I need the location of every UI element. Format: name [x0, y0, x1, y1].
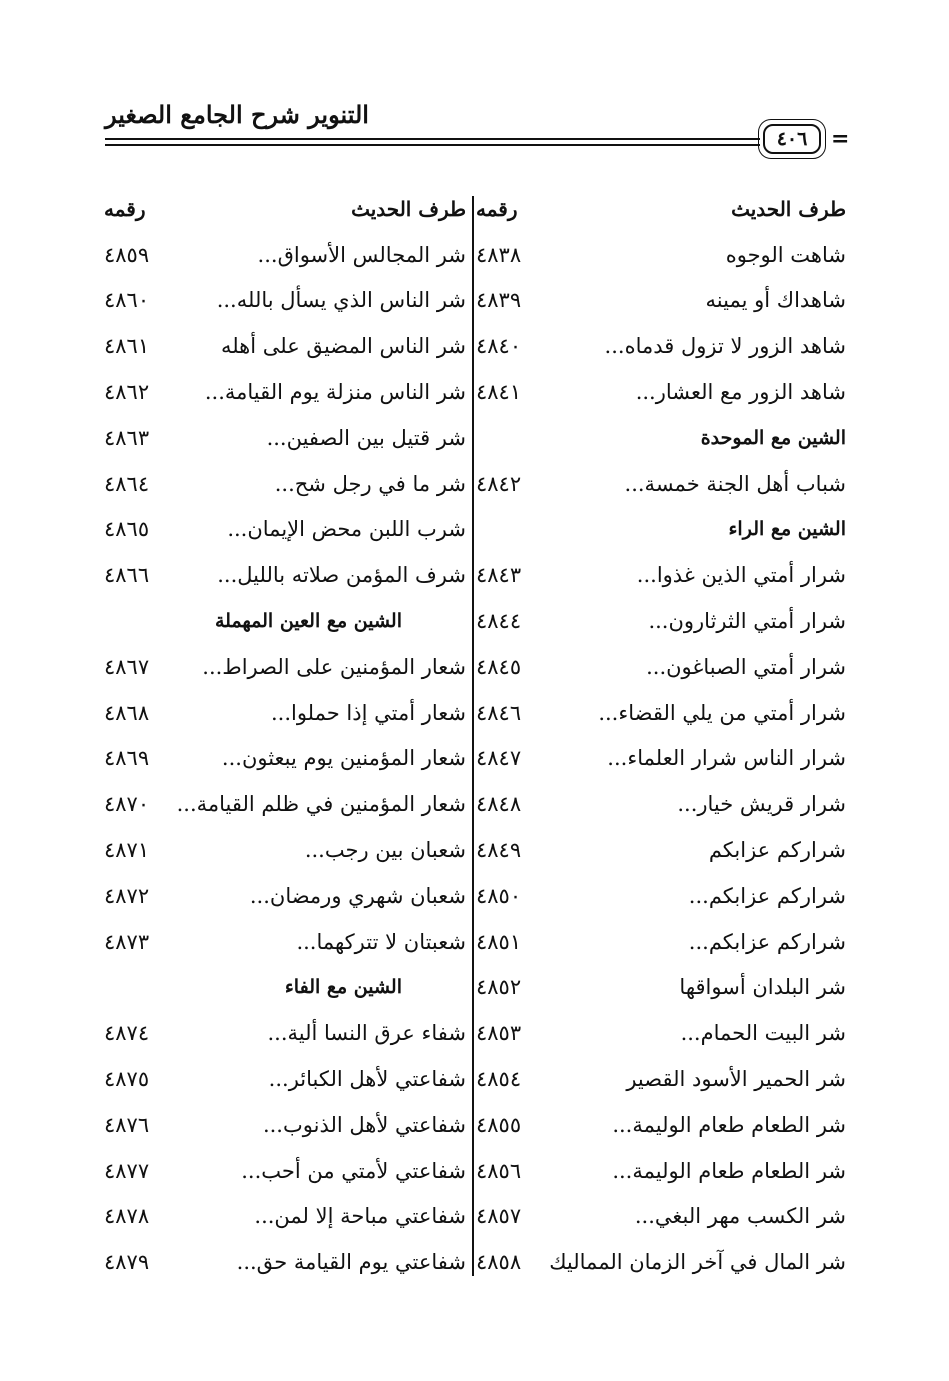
hadith-number: ٤٨٧٦: [104, 1112, 150, 1137]
hadith-number: ٤٨٣٨: [476, 242, 522, 267]
section-title: الشين مع الموحدة: [700, 426, 846, 449]
section-heading: [472, 507, 852, 553]
hadith-number: ٤٨٦٢: [104, 380, 150, 405]
section-heading: [100, 598, 472, 644]
section-heading: [472, 415, 852, 461]
hadith-start-text: شر قتيل بين الصفين...: [266, 425, 466, 450]
hadith-start-text: شرف المؤمن صلاته بالليل...: [217, 563, 466, 588]
hadith-number: ٤٨٤٣: [476, 563, 522, 588]
hadith-start-text: شرار أمتي الصباغون...: [646, 654, 846, 679]
section-title: الشين مع العين المهملة: [214, 610, 402, 633]
hadith-number: ٤٨٧٠: [104, 792, 150, 817]
column-header: [472, 186, 852, 232]
hadith-number: ٤٨٤٥: [476, 654, 522, 679]
hadith-start-text: شراركم عزابكم...: [688, 929, 846, 954]
hadith-start-text: شرار أمتي من يلي القضاء...: [598, 700, 846, 725]
hadith-number: ٤٨٦٤: [104, 471, 150, 496]
hadith-start-text: شفاعتي يوم القيامة حق...: [236, 1250, 466, 1275]
index-row: [472, 644, 852, 690]
hadith-number: ٤٨٤٨: [476, 792, 522, 817]
book-title: التنوير شرح الجامع الصغير: [105, 100, 369, 129]
index-row: [100, 644, 472, 690]
hadith-start-text: شرار أمتي الثرثارون...: [648, 609, 846, 634]
index-row: [100, 1194, 472, 1240]
hadith-start-text: شر البيت الحمام...: [680, 1021, 846, 1046]
index-row: [472, 965, 852, 1011]
hadith-number: ٤٨٥٥: [476, 1112, 522, 1137]
hadith-start-text: شر البلدان أسواقها: [679, 975, 846, 1000]
index-row: [472, 1148, 852, 1194]
hadith-start-text: شر المجالس الأسواق...: [257, 242, 466, 267]
hadith-start-text: شر الناس منزلة يوم القيامة...: [204, 380, 466, 405]
index-row: [472, 690, 852, 736]
hadith-start-text: شاهداك أو يمينه: [705, 288, 846, 313]
section-title: الشين مع الفاء: [284, 976, 402, 999]
hadith-start-text: شعبان بين رجب...: [304, 838, 466, 863]
hadith-start-text: شفاعتي مباحة إلا لمن...: [254, 1204, 466, 1229]
index-row: [472, 919, 852, 965]
page-number: ٤٠٦: [763, 124, 821, 154]
hadith-number: ٤٨٥٣: [476, 1021, 522, 1046]
hadith-number: ٤٨٦٩: [104, 746, 150, 771]
index-row: [100, 461, 472, 507]
index-row: [472, 827, 852, 873]
hadith-start-text: شراركم عزابكم...: [688, 883, 846, 908]
hadith-start-text: شعار المؤمنين في ظلم القيامة...: [176, 792, 466, 817]
hadith-number: ٤٨٦٠: [104, 288, 150, 313]
hadith-number: ٤٨٧٧: [104, 1158, 150, 1183]
hadith-start-text: شفاعتي لأمتي من أحب...: [241, 1158, 466, 1183]
index-row: [472, 278, 852, 324]
index-table: [100, 186, 852, 1296]
hadith-start-text: شعار أمتي إذا حملوا...: [270, 700, 466, 725]
hadith-number: ٤٨٧٨: [104, 1204, 150, 1229]
index-row: [100, 781, 472, 827]
hadith-number: ٤٨٥٠: [476, 883, 522, 908]
hadith-start-text: شرب اللبن محض الإيمان...: [227, 517, 466, 542]
index-row: [100, 369, 472, 415]
page-header: [105, 96, 850, 156]
hadith-number: ٤٨٧١: [104, 838, 150, 863]
hadith-start-text: شراركم عزابكم: [708, 838, 846, 863]
index-row: [100, 1010, 472, 1056]
hadith-start-text: شرار الناس شرار العلماء...: [607, 746, 846, 771]
hadith-number: ٤٨٥٩: [104, 242, 150, 267]
index-row: [100, 232, 472, 278]
index-row: [100, 278, 472, 324]
hadith-number: ٤٨٧٥: [104, 1067, 150, 1092]
hadith-number: ٤٨٦٨: [104, 700, 150, 725]
index-row: [100, 873, 472, 919]
hadith-number: ٤٨٥١: [476, 929, 522, 954]
hadith-number: ٤٨٥٧: [476, 1204, 522, 1229]
header-number-label: رقمه: [476, 196, 518, 221]
hadith-number: ٤٨٦٣: [104, 425, 150, 450]
right-column: [472, 186, 852, 1285]
hadith-number: ٤٨٦٥: [104, 517, 150, 542]
hadith-start-text: شر الكسب مهر البغي...: [634, 1204, 846, 1229]
hadith-number: ٤٨٤١: [476, 380, 522, 405]
hadith-start-text: شفاعتي لأهل الذنوب...: [262, 1112, 466, 1137]
index-row: [472, 461, 852, 507]
hadith-start-text: شر الناس المضيق على أهله: [220, 334, 466, 359]
index-row: [100, 827, 472, 873]
hadith-start-text: شاهد الزور مع العشار...: [635, 380, 846, 405]
index-row: [472, 781, 852, 827]
hadith-number: ٤٨٤٠: [476, 334, 522, 359]
header-mark: =: [831, 126, 850, 152]
hadith-number: ٤٨٦٧: [104, 654, 150, 679]
hadith-start-text: شر ما في رجل شح...: [274, 471, 466, 496]
hadith-number: ٤٨٧٤: [104, 1021, 150, 1046]
index-row: [472, 232, 852, 278]
index-row: [472, 736, 852, 782]
hadith-start-text: شر المال في آخر الزمان المماليك: [549, 1250, 846, 1275]
hadith-number: ٤٨٣٩: [476, 288, 522, 313]
hadith-number: ٤٨٧٢: [104, 883, 150, 908]
index-row: [100, 1239, 472, 1285]
header-rule-bottom: [105, 144, 760, 146]
index-row: [100, 736, 472, 782]
index-row: [472, 1056, 852, 1102]
index-row: [100, 1056, 472, 1102]
index-row: [472, 323, 852, 369]
index-row: [472, 1194, 852, 1240]
hadith-start-text: شرار أمتي الذين غذوا...: [636, 563, 846, 588]
hadith-start-text: شاهت الوجوه: [725, 242, 846, 267]
section-heading: [100, 965, 472, 1011]
hadith-start-text: شرار قريش خيار...: [677, 792, 846, 817]
index-row: [472, 598, 852, 644]
hadith-start-text: شر الطعام طعام الوليمة...: [612, 1158, 846, 1183]
hadith-start-text: شعبان شهري ورمضان...: [249, 883, 466, 908]
index-row: [472, 552, 852, 598]
hadith-start-text: شاهد الزور لا تزول قدماه...: [604, 334, 846, 359]
hadith-start-text: شفاعتي لأهل الكبائر...: [268, 1067, 466, 1092]
header-rule-top: [105, 138, 760, 140]
index-row: [100, 1148, 472, 1194]
hadith-number: ٤٨٥٢: [476, 975, 522, 1000]
column-divider: [472, 196, 474, 1276]
header-number-label: رقمه: [104, 196, 146, 221]
index-row: [100, 323, 472, 369]
hadith-number: ٤٨٥٤: [476, 1067, 522, 1092]
index-row: [100, 919, 472, 965]
index-row: [472, 873, 852, 919]
index-row: [100, 1102, 472, 1148]
hadith-start-text: شر الحمير الأسود القصير: [626, 1067, 846, 1092]
hadith-number: ٤٨٦٦: [104, 563, 150, 588]
hadith-number: ٤٨٧٩: [104, 1250, 150, 1275]
hadith-start-text: شعبتان لا تتركهما...: [296, 929, 466, 954]
hadith-number: ٤٨٤٤: [476, 609, 522, 634]
header-hadith-label: طرف الحديث: [731, 196, 846, 221]
hadith-number: ٤٨٤٩: [476, 838, 522, 863]
index-row: [472, 1102, 852, 1148]
index-row: [100, 415, 472, 461]
index-row: [472, 369, 852, 415]
hadith-start-text: شر الناس الذي يسأل بالله...: [216, 288, 466, 313]
hadith-number: ٤٨٥٨: [476, 1250, 522, 1275]
header-hadith-label: طرف الحديث: [351, 196, 466, 221]
left-column: [100, 186, 472, 1285]
hadith-number: ٤٨٤٧: [476, 746, 522, 771]
index-row: [472, 1010, 852, 1056]
hadith-start-text: شر الطعام طعام الوليمة...: [612, 1112, 846, 1137]
index-row: [100, 507, 472, 553]
hadith-number: ٤٨٦١: [104, 334, 150, 359]
column-header: [100, 186, 472, 232]
hadith-number: ٤٨٧٣: [104, 929, 150, 954]
hadith-start-text: شعار المؤمنين على الصراط...: [202, 654, 466, 679]
hadith-start-text: شعار المؤمنين يوم يبعثون...: [221, 746, 466, 771]
section-title: الشين مع الراء: [728, 518, 846, 541]
index-row: [100, 552, 472, 598]
hadith-number: ٤٨٤٦: [476, 700, 522, 725]
hadith-start-text: شباب أهل الجنة خمسة...: [624, 471, 846, 496]
hadith-number: ٤٨٤٢: [476, 471, 522, 496]
index-row: [472, 1239, 852, 1285]
hadith-start-text: شفاء عرق النسا ألية...: [267, 1021, 466, 1046]
index-row: [100, 690, 472, 736]
hadith-number: ٤٨٥٦: [476, 1158, 522, 1183]
